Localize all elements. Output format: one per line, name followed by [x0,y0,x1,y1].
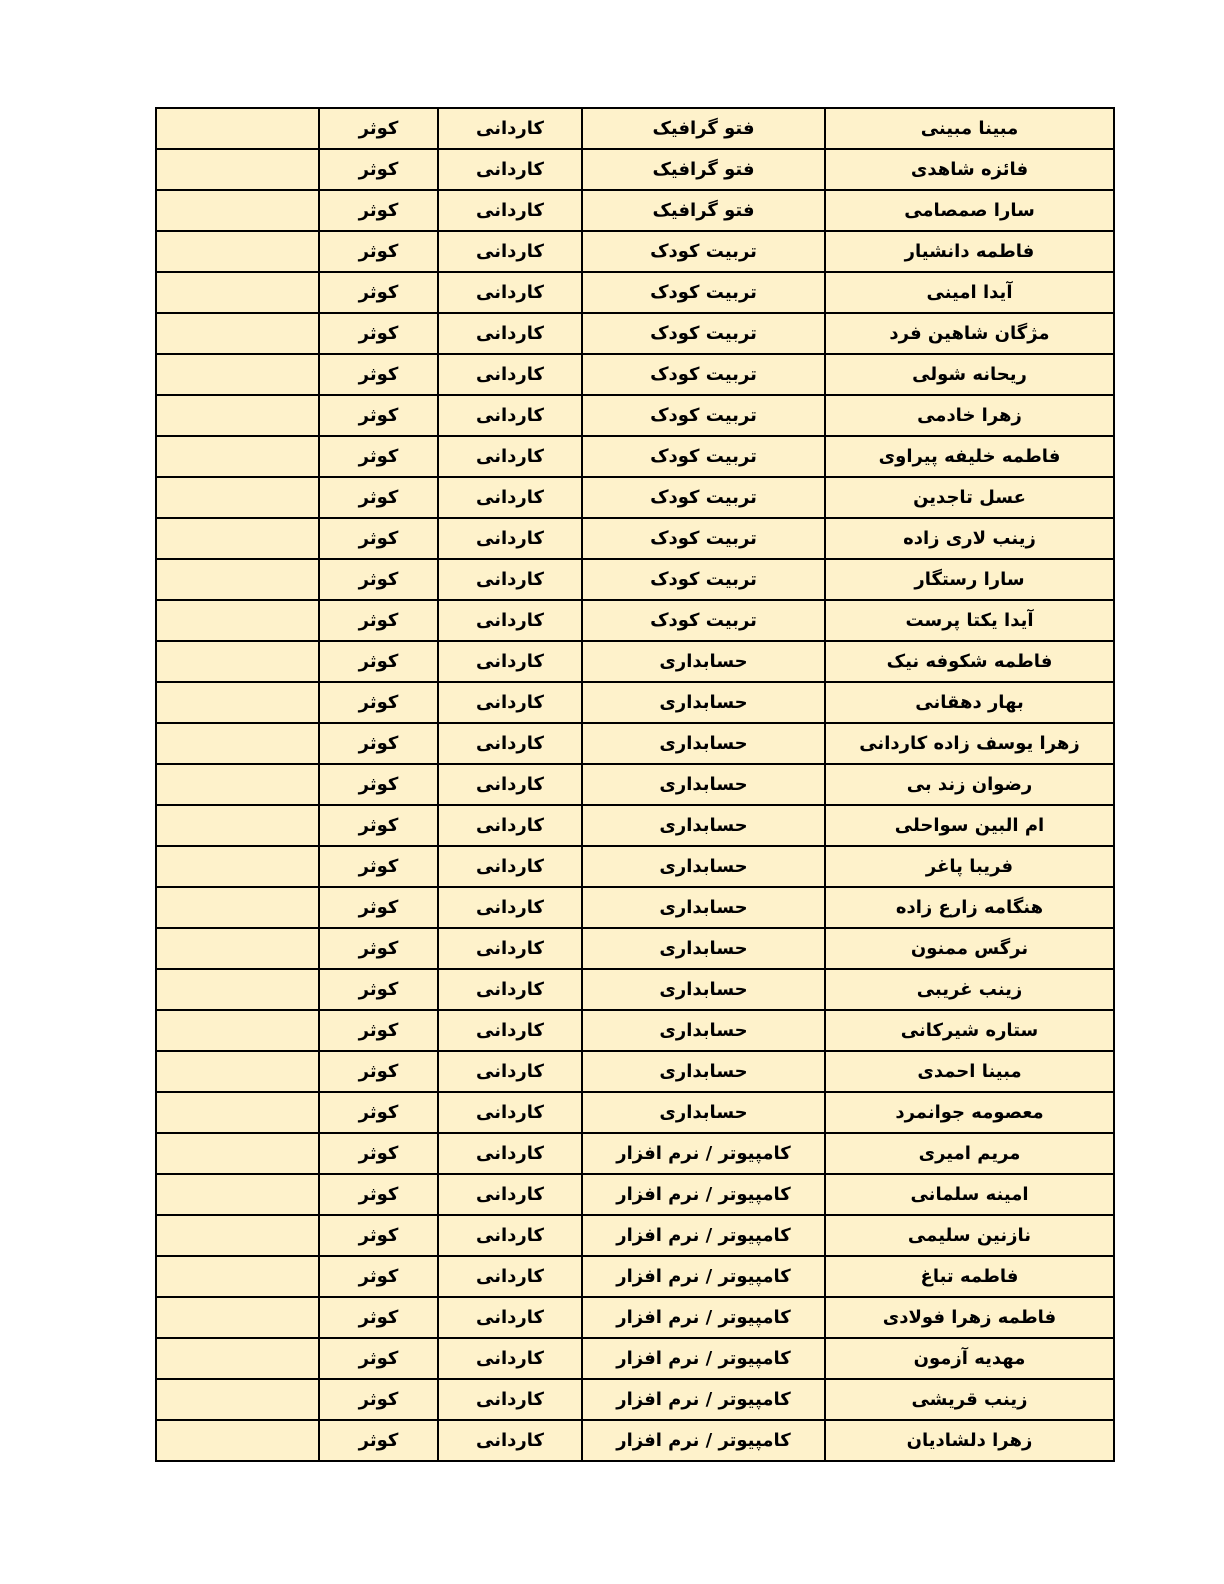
center-cell: کوثر [319,436,438,477]
empty-cell [156,1174,319,1215]
student-name-cell: سارا صمصامی [825,190,1114,231]
level-cell: کاردانی [438,1092,582,1133]
student-name-cell: مبینا احمدی [825,1051,1114,1092]
student-name-cell: مژگان شاهین فرد [825,313,1114,354]
table-row [156,231,1114,272]
student-name-cell: سارا رستگار [825,559,1114,600]
center-cell: کوثر [319,1133,438,1174]
center-cell: کوثر [319,1092,438,1133]
table-row [156,764,1114,805]
table-row [156,1256,1114,1297]
center-cell: کوثر [319,1338,438,1379]
student-name-cell: زینب لاری زاده [825,518,1114,559]
center-cell: کوثر [319,477,438,518]
student-name-cell: فاطمه شکوفه نیک [825,641,1114,682]
level-cell: کاردانی [438,272,582,313]
student-name-cell: زهرا دلشادیان [825,1420,1114,1461]
field-cell: کامپیوتر / نرم افزار [582,1133,825,1174]
table-row [156,682,1114,723]
student-name-cell: بهار دهقانی [825,682,1114,723]
level-cell: کاردانی [438,1133,582,1174]
level-cell: کاردانی [438,600,582,641]
field-cell: فتو گرافیک [582,190,825,231]
empty-cell [156,1051,319,1092]
field-cell: تربیت کودک [582,436,825,477]
table-row [156,723,1114,764]
student-name-cell: نازنین سلیمی [825,1215,1114,1256]
empty-cell [156,1338,319,1379]
field-cell: کامپیوتر / نرم افزار [582,1215,825,1256]
student-name-cell: فریبا پاغر [825,846,1114,887]
center-cell: کوثر [319,1256,438,1297]
table-row [156,1338,1114,1379]
level-cell: کاردانی [438,1051,582,1092]
level-cell: کاردانی [438,231,582,272]
empty-cell [156,272,319,313]
field-cell: کامپیوتر / نرم افزار [582,1379,825,1420]
empty-cell [156,1297,319,1338]
table-row [156,1174,1114,1215]
table-row [156,1133,1114,1174]
field-cell: تربیت کودک [582,313,825,354]
level-cell: کاردانی [438,108,582,149]
field-cell: حسابداری [582,969,825,1010]
student-name-cell: آیدا امینی [825,272,1114,313]
table-row [156,969,1114,1010]
table-row [156,272,1114,313]
level-cell: کاردانی [438,1215,582,1256]
empty-cell [156,1010,319,1051]
empty-cell [156,1215,319,1256]
student-name-cell: نرگس ممنون [825,928,1114,969]
student-name-cell: زینب قریشی [825,1379,1114,1420]
empty-cell [156,108,319,149]
student-name-cell: معصومه جوانمرد [825,1092,1114,1133]
table-row [156,149,1114,190]
empty-cell [156,641,319,682]
field-cell: تربیت کودک [582,477,825,518]
table-row [156,354,1114,395]
level-cell: کاردانی [438,887,582,928]
center-cell: کوثر [319,1051,438,1092]
student-roster-table [155,107,1115,1462]
level-cell: کاردانی [438,559,582,600]
field-cell: حسابداری [582,1010,825,1051]
field-cell: کامپیوتر / نرم افزار [582,1338,825,1379]
center-cell: کوثر [319,928,438,969]
field-cell: تربیت کودک [582,354,825,395]
field-cell: تربیت کودک [582,395,825,436]
empty-cell [156,395,319,436]
field-cell: حسابداری [582,846,825,887]
student-name-cell: فاطمه زهرا فولادی [825,1297,1114,1338]
center-cell: کوثر [319,723,438,764]
center-cell: کوثر [319,518,438,559]
empty-cell [156,231,319,272]
center-cell: کوثر [319,313,438,354]
student-name-cell: رضوان زند بی [825,764,1114,805]
field-cell: تربیت کودک [582,272,825,313]
center-cell: کوثر [319,190,438,231]
empty-cell [156,518,319,559]
table-row [156,1215,1114,1256]
table-row [156,1051,1114,1092]
center-cell: کوثر [319,1010,438,1051]
level-cell: کاردانی [438,1174,582,1215]
field-cell: کامپیوتر / نرم افزار [582,1174,825,1215]
field-cell: فتو گرافیک [582,108,825,149]
level-cell: کاردانی [438,805,582,846]
center-cell: کوثر [319,846,438,887]
empty-cell [156,887,319,928]
empty-cell [156,1379,319,1420]
empty-cell [156,723,319,764]
level-cell: کاردانی [438,436,582,477]
empty-cell [156,1092,319,1133]
table-row [156,846,1114,887]
level-cell: کاردانی [438,477,582,518]
empty-cell [156,928,319,969]
student-name-cell: زهرا یوسف زاده کاردانی [825,723,1114,764]
field-cell: کامپیوتر / نرم افزار [582,1420,825,1461]
table-row [156,477,1114,518]
student-name-cell: زینب غریبی [825,969,1114,1010]
field-cell: حسابداری [582,928,825,969]
student-name-cell: فاطمه تباغ [825,1256,1114,1297]
table-row [156,1297,1114,1338]
field-cell: تربیت کودک [582,559,825,600]
level-cell: کاردانی [438,1338,582,1379]
table-row [156,108,1114,149]
center-cell: کوثر [319,682,438,723]
field-cell: فتو گرافیک [582,149,825,190]
empty-cell [156,1420,319,1461]
field-cell: حسابداری [582,887,825,928]
empty-cell [156,354,319,395]
level-cell: کاردانی [438,846,582,887]
roster-body [156,108,1114,1461]
field-cell: حسابداری [582,682,825,723]
level-cell: کاردانی [438,969,582,1010]
table-row [156,1092,1114,1133]
level-cell: کاردانی [438,1256,582,1297]
level-cell: کاردانی [438,1297,582,1338]
center-cell: کوثر [319,108,438,149]
empty-cell [156,190,319,231]
center-cell: کوثر [319,1297,438,1338]
level-cell: کاردانی [438,723,582,764]
level-cell: کاردانی [438,518,582,559]
empty-cell [156,1256,319,1297]
table-row [156,559,1114,600]
center-cell: کوثر [319,231,438,272]
center-cell: کوثر [319,395,438,436]
center-cell: کوثر [319,641,438,682]
field-cell: تربیت کودک [582,600,825,641]
field-cell: کامپیوتر / نرم افزار [582,1297,825,1338]
center-cell: کوثر [319,1420,438,1461]
table-row [156,887,1114,928]
center-cell: کوثر [319,600,438,641]
table-row [156,313,1114,354]
field-cell: تربیت کودک [582,518,825,559]
empty-cell [156,805,319,846]
empty-cell [156,149,319,190]
level-cell: کاردانی [438,682,582,723]
center-cell: کوثر [319,887,438,928]
student-name-cell: زهرا خادمی [825,395,1114,436]
student-name-cell: ریحانه شولی [825,354,1114,395]
level-cell: کاردانی [438,641,582,682]
empty-cell [156,1133,319,1174]
student-name-cell: امینه سلمانی [825,1174,1114,1215]
table-row [156,518,1114,559]
table-row [156,928,1114,969]
empty-cell [156,846,319,887]
field-cell: حسابداری [582,1092,825,1133]
student-name-cell: فائزه شاهدی [825,149,1114,190]
table-row [156,436,1114,477]
center-cell: کوثر [319,272,438,313]
table-row [156,190,1114,231]
center-cell: کوثر [319,764,438,805]
level-cell: کاردانی [438,1379,582,1420]
level-cell: کاردانی [438,1010,582,1051]
field-cell: تربیت کودک [582,231,825,272]
table-row [156,805,1114,846]
table-row [156,600,1114,641]
student-name-cell: مریم امیری [825,1133,1114,1174]
level-cell: کاردانی [438,149,582,190]
center-cell: کوثر [319,149,438,190]
field-cell: کامپیوتر / نرم افزار [582,1256,825,1297]
empty-cell [156,969,319,1010]
student-name-cell: مهدیه آزمون [825,1338,1114,1379]
empty-cell [156,764,319,805]
student-name-cell: ستاره شیرکانی [825,1010,1114,1051]
center-cell: کوثر [319,969,438,1010]
empty-cell [156,477,319,518]
field-cell: حسابداری [582,641,825,682]
level-cell: کاردانی [438,190,582,231]
field-cell: حسابداری [582,764,825,805]
level-cell: کاردانی [438,395,582,436]
field-cell: حسابداری [582,805,825,846]
student-name-cell: مبینا مبینی [825,108,1114,149]
center-cell: کوثر [319,1215,438,1256]
level-cell: کاردانی [438,764,582,805]
center-cell: کوثر [319,1379,438,1420]
empty-cell [156,436,319,477]
level-cell: کاردانی [438,313,582,354]
table-row [156,395,1114,436]
student-name-cell: فاطمه دانشیار [825,231,1114,272]
center-cell: کوثر [319,559,438,600]
student-name-cell: ام البین سواحلی [825,805,1114,846]
field-cell: حسابداری [582,1051,825,1092]
level-cell: کاردانی [438,1420,582,1461]
center-cell: کوثر [319,1174,438,1215]
student-name-cell: فاطمه خلیفه پیراوی [825,436,1114,477]
table-row [156,1010,1114,1051]
center-cell: کوثر [319,805,438,846]
student-name-cell: آیدا یکتا پرست [825,600,1114,641]
empty-cell [156,559,319,600]
student-name-cell: عسل تاجدین [825,477,1114,518]
level-cell: کاردانی [438,354,582,395]
empty-cell [156,600,319,641]
center-cell: کوثر [319,354,438,395]
level-cell: کاردانی [438,928,582,969]
table-row [156,641,1114,682]
table-row [156,1379,1114,1420]
empty-cell [156,313,319,354]
student-name-cell: هنگامه زارع زاده [825,887,1114,928]
field-cell: حسابداری [582,723,825,764]
empty-cell [156,682,319,723]
table-row [156,1420,1114,1461]
